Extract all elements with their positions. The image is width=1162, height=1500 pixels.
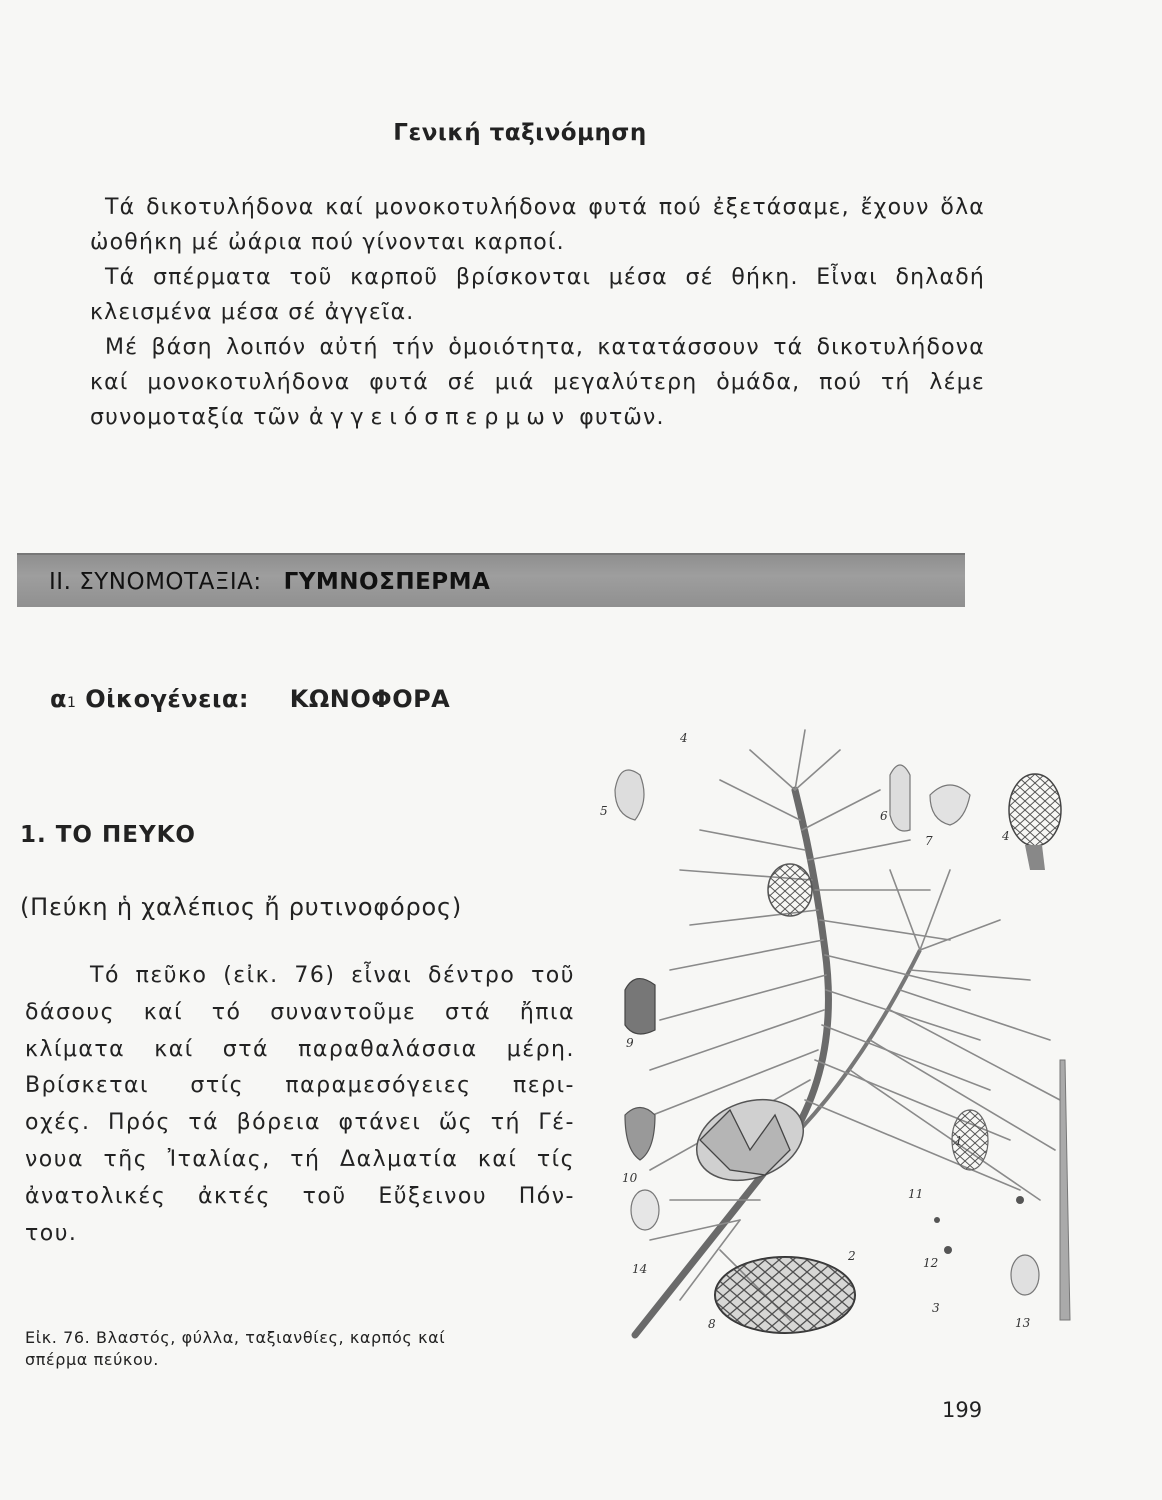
figure-label-7: 7 — [925, 834, 933, 848]
body-line: κλίματα καί στά παραθαλάσσια μέρη. — [25, 1036, 575, 1062]
figure-label-14: 14 — [632, 1262, 648, 1276]
caption-line-1: Εἰκ. 76. Βλαστός, φύλλα, ταξιανθίες, καρπός καί — [25, 1328, 446, 1347]
seed-part-9 — [625, 979, 655, 1034]
page-number: 199 — [942, 1398, 983, 1422]
figure-label-1: 1 — [955, 1134, 963, 1148]
male-cone-top — [768, 864, 812, 916]
figure-label-4b: 4 — [1002, 829, 1010, 843]
intro-paragraph-2: Τά σπέρματα τοῦ καρποῦ βρίσκονται μέσα σέ θήκη. Εἶναι δηλαδή κλεισμένα μέσα σέ ἀγγεῖα. — [90, 265, 985, 325]
figure-caption — [25, 1327, 445, 1371]
family-heading — [50, 685, 450, 713]
figure-label-12: 12 — [923, 1256, 939, 1270]
flower-part-7 — [930, 785, 970, 825]
intro-paragraph-3-start: Μέ βάση λοιπόν αὐτή τήν ὁμοιότητα, κατατάσσουν τά δικοτυλήδονα καί μονοκοτυλήδονα φυτά σέ μιά μεγαλύτερη ὁμάδα, πού τή λέμε συνομοταξία τῶν — [90, 335, 985, 430]
body-line: Τό πεῦκο (εἰκ. 76) εἶναι δέντρο τοῦ — [90, 963, 575, 988]
figure-label-10: 10 — [622, 1171, 638, 1185]
figure-label-13: 13 — [1015, 1316, 1031, 1330]
seed-part-13 — [1011, 1255, 1039, 1295]
figure-label-9: 9 — [626, 1036, 634, 1050]
figure-label-3: 3 — [932, 1301, 940, 1315]
family-name: ΚΩΝΟΦΟΡΑ — [289, 685, 451, 713]
caption-line-2: σπέρμα πεύκου. — [25, 1350, 159, 1369]
family-subscript: 1 — [67, 695, 77, 711]
seed-dot-11b — [1016, 1196, 1024, 1204]
intro-text — [90, 190, 985, 435]
species-names: (Πεύκη ἡ χαλέπιος ἤ ρυτινοφόρος) — [20, 893, 463, 921]
spaced-term-angiosperms: ἀγγειόσπερμων — [309, 405, 572, 430]
figure-label-5: 5 — [600, 804, 608, 818]
body-line: νουα τῆς Ἰταλίας, τή Δαλματία καί τίς — [25, 1146, 575, 1172]
phylum-banner-text — [49, 569, 490, 595]
needle-detail — [1060, 1060, 1070, 1320]
seed-part-14 — [631, 1190, 659, 1230]
side-branch — [790, 950, 920, 1140]
body-line: δάσους καί τό συναντοῦμε στά ἤπια — [25, 999, 575, 1025]
figure-label-6: 6 — [880, 809, 888, 823]
seed-part-10 — [625, 1108, 655, 1161]
scale-part-5 — [615, 770, 644, 820]
pine-description — [25, 958, 575, 1252]
seed-dot-11 — [934, 1217, 940, 1223]
small-cone-upper-right — [1009, 774, 1061, 870]
figure-label-11: 11 — [908, 1187, 924, 1201]
phylum-name: ΓΥΜΝΟΣΠΕΡΜΑ — [283, 569, 491, 595]
figure-label-8: 8 — [708, 1317, 716, 1331]
body-line: του. — [25, 1220, 78, 1246]
family-letter: α — [50, 685, 67, 713]
pine-branch-illustration — [590, 720, 1090, 1350]
intro-paragraph-3-end: φυτῶν. — [579, 405, 665, 430]
seed-dot-12 — [944, 1246, 952, 1254]
section-heading-general-classification: Γενική ταξινόμηση — [393, 120, 647, 146]
figure-label-2: 2 — [848, 1249, 856, 1263]
family-label: Οἰκογένεια: — [85, 685, 249, 713]
closed-cone — [715, 1257, 855, 1333]
body-line: ἀνατολικές ἀκτές τοῦ Εὔξεινου Πόν- — [25, 1183, 575, 1209]
body-line: Βρίσκεται στίς παραμεσόγειες περι- — [25, 1073, 575, 1099]
open-cone — [685, 1085, 814, 1194]
phylum-prefix: II. ΣΥΝΟΜΟΤΑΞΙΑ: — [49, 569, 262, 595]
intro-paragraph-1: Τά δικοτυλήδονα καί μονοκοτυλήδονα φυτά πού ἐξετάσαμε, ἔχουν ὅλα ὠοθήκη μέ ὠάρια πού γίνονται καρποί. — [90, 195, 985, 255]
phylum-banner — [17, 553, 965, 607]
section-title-pine: 1. ΤΟ ΠΕΥΚΟ — [20, 822, 196, 848]
body-line: οχές. Πρός τά βόρεια φτάνει ὥς τή Γέ- — [25, 1110, 575, 1136]
scale-part-6 — [890, 765, 910, 831]
figure-label-4a: 4 — [680, 731, 688, 745]
pine-needles — [640, 730, 1060, 1320]
intro-paragraph-3 — [90, 330, 985, 435]
